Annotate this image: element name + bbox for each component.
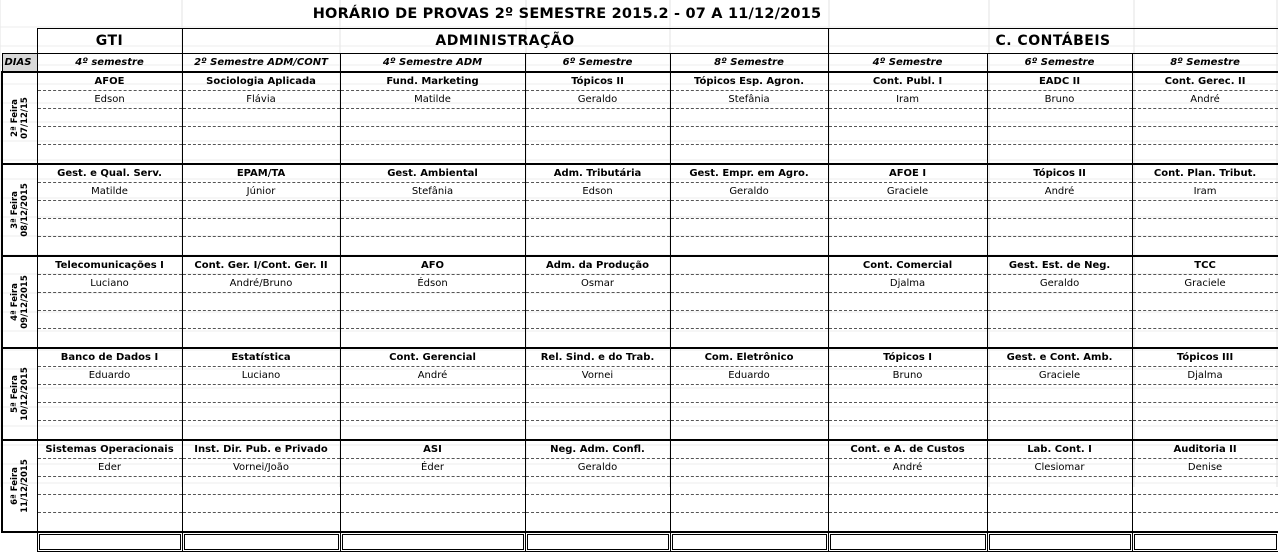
day-row [2, 91, 1278, 109]
exam-professor: Matilde [340, 91, 525, 109]
empty-cell [525, 495, 670, 513]
exam-professor: Stefânia [340, 183, 525, 201]
exam-subject: Gest. Est. de Neg. [987, 256, 1132, 275]
footer-box [342, 534, 524, 550]
day-weekday: 4ª Feira [9, 283, 20, 321]
day-cell [2, 348, 37, 440]
empty-cell [828, 495, 987, 513]
exam-subject: Com. Eletrônico [670, 348, 828, 367]
footer-cell [525, 532, 670, 552]
day-date: 09/12/2015 [19, 275, 30, 329]
exam-subject: Estatística [182, 348, 340, 367]
exam-professor: André/Bruno [182, 275, 340, 293]
exam-subject: Rel. Sind. e do Trab. [525, 348, 670, 367]
exam-professor: André [828, 459, 987, 477]
empty-cell [525, 329, 670, 349]
day-row [2, 367, 1278, 385]
day-row [2, 256, 1278, 275]
exam-professor: Luciano [182, 367, 340, 385]
footer-box [989, 534, 1131, 550]
empty-cell [670, 513, 828, 533]
exam-subject: Tópicos II [525, 72, 670, 91]
empty-cell [1132, 385, 1278, 403]
empty-cell [182, 219, 340, 237]
empty-cell [828, 421, 987, 441]
day-cell [2, 164, 37, 256]
day-row [2, 237, 1278, 257]
empty-cell [525, 109, 670, 127]
empty-cell [828, 201, 987, 219]
day-weekday: 3ª Feira [9, 191, 20, 229]
footer-cell [37, 532, 182, 552]
empty-cell [340, 329, 525, 349]
empty-cell [1132, 109, 1278, 127]
empty-cell [37, 109, 182, 127]
empty-cell [340, 421, 525, 441]
day-row [2, 495, 1278, 513]
exam-subject: Gest. Empr. em Agro. [670, 164, 828, 183]
day-row [2, 164, 1278, 183]
empty-cell [182, 311, 340, 329]
empty-cell [1132, 421, 1278, 441]
exam-subject: Lab. Cont. I [987, 440, 1132, 459]
empty-cell [525, 477, 670, 495]
exam-professor: Clesiomar [987, 459, 1132, 477]
exam-subject [670, 256, 828, 275]
empty-cell [525, 293, 670, 311]
footer-row [2, 532, 1278, 552]
exam-subject: EPAM/TA [182, 164, 340, 183]
column-header: 4º Semestre ADM [340, 54, 525, 73]
empty-cell [37, 219, 182, 237]
footer-spacer [2, 532, 37, 552]
exam-subject: Gest. e Qual. Serv. [37, 164, 182, 183]
exam-professor: Iram [1132, 183, 1278, 201]
empty-cell [525, 403, 670, 421]
empty-cell [340, 237, 525, 257]
day-label [10, 175, 30, 245]
exam-professor: Éder [340, 459, 525, 477]
exam-subject: Adm. Tributária [525, 164, 670, 183]
column-header: 4º Semestre [828, 54, 987, 73]
exam-subject: Gest. Ambiental [340, 164, 525, 183]
empty-cell [525, 237, 670, 257]
group-header-gti: GTI [37, 29, 182, 54]
day-weekday: 5ª Feira [9, 375, 20, 413]
footer-box [1134, 534, 1277, 550]
empty-cell [987, 421, 1132, 441]
empty-cell [987, 477, 1132, 495]
column-header: 2º Semestre ADM/CONT [182, 54, 340, 73]
empty-cell [1132, 127, 1278, 145]
exam-professor: Graciele [828, 183, 987, 201]
empty-cell [182, 513, 340, 533]
exam-professor: Édson [340, 275, 525, 293]
day-weekday: 6ª Feira [9, 467, 20, 505]
footer-box [830, 534, 986, 550]
empty-cell [525, 201, 670, 219]
day-label [10, 83, 30, 153]
empty-cell [670, 237, 828, 257]
empty-cell [1132, 311, 1278, 329]
schedule-table [1, 28, 1278, 552]
group-header-administracao: ADMINISTRAÇÃO [182, 29, 828, 54]
empty-cell [987, 403, 1132, 421]
day-row [2, 348, 1278, 367]
empty-cell [1132, 477, 1278, 495]
empty-cell [525, 385, 670, 403]
empty-cell [37, 293, 182, 311]
exam-professor: Flávia [182, 91, 340, 109]
empty-cell [670, 201, 828, 219]
exam-professor: André [987, 183, 1132, 201]
day-row [2, 403, 1278, 421]
empty-cell [37, 201, 182, 219]
empty-cell [525, 421, 670, 441]
exam-subject: Telecomunicações I [37, 256, 182, 275]
exam-professor: Vornei/João [182, 459, 340, 477]
day-label [10, 267, 30, 337]
exam-professor: Matilde [37, 183, 182, 201]
empty-cell [987, 219, 1132, 237]
day-row [2, 109, 1278, 127]
empty-cell [37, 329, 182, 349]
empty-cell [828, 109, 987, 127]
exam-subject: AFOE I [828, 164, 987, 183]
exam-professor: Djalma [1132, 367, 1278, 385]
empty-cell [37, 403, 182, 421]
exam-subject: Inst. Dir. Pub. e Privado [182, 440, 340, 459]
empty-cell [182, 329, 340, 349]
empty-cell [828, 127, 987, 145]
day-row [2, 127, 1278, 145]
empty-cell [182, 109, 340, 127]
exam-professor: Graciele [987, 367, 1132, 385]
exam-professor: André [340, 367, 525, 385]
empty-cell [1132, 219, 1278, 237]
exam-professor: Eduardo [37, 367, 182, 385]
exam-subject: Tópicos II [987, 164, 1132, 183]
exam-professor: Bruno [828, 367, 987, 385]
exam-subject: Tópicos Esp. Agron. [670, 72, 828, 91]
day-date: 11/12/2015 [19, 459, 30, 513]
exam-professor: Iram [828, 91, 987, 109]
exam-subject: ASI [340, 440, 525, 459]
exam-subject: AFO [340, 256, 525, 275]
exam-subject: TCC [1132, 256, 1278, 275]
day-cell [2, 72, 37, 164]
exam-subject: Cont. Comercial [828, 256, 987, 275]
day-cell [2, 440, 37, 532]
exam-subject: Tópicos I [828, 348, 987, 367]
exam-subject: EADC II [987, 72, 1132, 91]
empty-cell [340, 201, 525, 219]
empty-cell [182, 385, 340, 403]
exam-subject [670, 440, 828, 459]
day-row [2, 459, 1278, 477]
exam-professor: Geraldo [670, 183, 828, 201]
empty-cell [670, 127, 828, 145]
empty-cell [1132, 513, 1278, 533]
empty-cell [182, 293, 340, 311]
day-row [2, 513, 1278, 533]
empty-cell [525, 127, 670, 145]
empty-cell [828, 219, 987, 237]
footer-cell [182, 532, 340, 552]
day-cell [2, 256, 37, 348]
empty-cell [987, 145, 1132, 165]
empty-cell [182, 421, 340, 441]
column-header: 6º Semestre [525, 54, 670, 73]
empty-cell [1132, 293, 1278, 311]
empty-cell [37, 513, 182, 533]
empty-cell [987, 201, 1132, 219]
day-row [2, 72, 1278, 91]
exam-professor: Geraldo [525, 459, 670, 477]
day-row [2, 440, 1278, 459]
day-date: 08/12/2015 [19, 183, 30, 237]
exam-professor [670, 459, 828, 477]
day-row [2, 421, 1278, 441]
day-weekday: 2ª Feira [9, 99, 20, 137]
empty-cell [1132, 403, 1278, 421]
page-title: HORÁRIO DE PROVAS 2º SEMESTRE 2015.2 - 07 A 11/12/2015 [312, 6, 822, 22]
exam-professor: Vornei [525, 367, 670, 385]
empty-cell [182, 145, 340, 165]
day-row [2, 329, 1278, 349]
exam-professor: Luciano [37, 275, 182, 293]
empty-cell [987, 109, 1132, 127]
empty-cell [340, 219, 525, 237]
empty-cell [525, 219, 670, 237]
group-header-row [2, 29, 1278, 54]
group-header-contabeis: C. CONTÁBEIS [828, 29, 1278, 54]
empty-cell [182, 495, 340, 513]
empty-cell [670, 403, 828, 421]
empty-cell [828, 385, 987, 403]
empty-cell [670, 385, 828, 403]
empty-cell [37, 477, 182, 495]
exam-subject: Cont. Gerec. II [1132, 72, 1278, 91]
empty-cell [670, 145, 828, 165]
exam-subject: Auditoria II [1132, 440, 1278, 459]
empty-cell [340, 385, 525, 403]
empty-cell [670, 311, 828, 329]
empty-cell [670, 477, 828, 495]
day-row [2, 311, 1278, 329]
empty-cell [670, 329, 828, 349]
empty-cell [182, 403, 340, 421]
column-header: 8º Semestre [670, 54, 828, 73]
exam-subject: Cont. Gerencial [340, 348, 525, 367]
exam-subject: Tópicos III [1132, 348, 1278, 367]
empty-cell [1132, 495, 1278, 513]
day-row [2, 201, 1278, 219]
column-header-row [2, 54, 1278, 73]
exam-subject: AFOE [37, 72, 182, 91]
exam-professor: Bruno [987, 91, 1132, 109]
day-row [2, 275, 1278, 293]
empty-cell [987, 311, 1132, 329]
empty-cell [828, 311, 987, 329]
empty-cell [1132, 237, 1278, 257]
empty-cell [670, 495, 828, 513]
exam-professor: Graciele [1132, 275, 1278, 293]
empty-cell [670, 109, 828, 127]
empty-cell [340, 109, 525, 127]
empty-cell [340, 495, 525, 513]
exam-subject: Cont. Ger. I/Cont. Ger. II [182, 256, 340, 275]
empty-cell [828, 145, 987, 165]
empty-cell [987, 293, 1132, 311]
exam-subject: Cont. Plan. Tribut. [1132, 164, 1278, 183]
day-row [2, 219, 1278, 237]
empty-cell [525, 513, 670, 533]
exam-subject: Neg. Adm. Confl. [525, 440, 670, 459]
dias-header: DIAS [2, 54, 37, 73]
footer-box [184, 534, 339, 550]
empty-cell [37, 145, 182, 165]
empty-cell [340, 477, 525, 495]
exam-professor [670, 275, 828, 293]
footer-box [39, 534, 181, 550]
exam-professor: Júnior [182, 183, 340, 201]
column-header: 8º Semestre [1132, 54, 1278, 73]
exam-professor: Djalma [828, 275, 987, 293]
footer-cell [828, 532, 987, 552]
exam-subject: Sociologia Aplicada [182, 72, 340, 91]
empty-cell [182, 237, 340, 257]
column-header: 6º Semestre [987, 54, 1132, 73]
day-date: 10/12/2015 [19, 367, 30, 421]
empty-cell [987, 495, 1132, 513]
exam-subject: Banco de Dados I [37, 348, 182, 367]
empty-cell [37, 311, 182, 329]
day-date: 07/12/15 [19, 97, 30, 139]
empty-cell [828, 513, 987, 533]
day-row [2, 293, 1278, 311]
empty-cell [828, 329, 987, 349]
day-row [2, 385, 1278, 403]
empty-cell [670, 293, 828, 311]
empty-cell [37, 495, 182, 513]
empty-cell [828, 403, 987, 421]
empty-cell [670, 421, 828, 441]
exam-professor: Osmar [525, 275, 670, 293]
empty-cell [182, 127, 340, 145]
exam-subject: Sistemas Operacionais [37, 440, 182, 459]
empty-cell [182, 477, 340, 495]
footer-cell [1132, 532, 1278, 552]
empty-cell [340, 513, 525, 533]
empty-cell [340, 311, 525, 329]
exam-professor: Denise [1132, 459, 1278, 477]
exam-professor: Edson [37, 91, 182, 109]
day-row [2, 477, 1278, 495]
empty-cell [1132, 145, 1278, 165]
exam-subject: Adm. da Produção [525, 256, 670, 275]
empty-cell [987, 513, 1132, 533]
day-label [10, 359, 30, 429]
exam-professor: Edson [525, 183, 670, 201]
empty-cell [340, 293, 525, 311]
footer-cell [340, 532, 525, 552]
empty-cell [670, 219, 828, 237]
empty-cell [340, 145, 525, 165]
exam-professor: Geraldo [987, 275, 1132, 293]
day-row [2, 145, 1278, 165]
empty-cell [37, 421, 182, 441]
empty-cell [987, 385, 1132, 403]
empty-cell [182, 201, 340, 219]
column-header: 4º semestre [37, 54, 182, 73]
exam-professor: André [1132, 91, 1278, 109]
empty-cell [1132, 201, 1278, 219]
empty-cell [987, 237, 1132, 257]
empty-cell [340, 403, 525, 421]
exam-subject: Cont. Publ. I [828, 72, 987, 91]
exam-professor: Eduardo [670, 367, 828, 385]
empty-cell [987, 329, 1132, 349]
empty-cell [828, 237, 987, 257]
empty-cell [37, 127, 182, 145]
empty-cell [987, 127, 1132, 145]
empty-cell [37, 385, 182, 403]
footer-box [672, 534, 827, 550]
exam-subject: Fund. Marketing [340, 72, 525, 91]
empty-cell [525, 311, 670, 329]
footer-cell [670, 532, 828, 552]
footer-box [527, 534, 669, 550]
empty-cell [828, 293, 987, 311]
empty-cell [1132, 329, 1278, 349]
exam-subject: Cont. e A. de Custos [828, 440, 987, 459]
exam-professor: Eder [37, 459, 182, 477]
day-label [10, 451, 30, 521]
empty-cell [525, 145, 670, 165]
day-row [2, 183, 1278, 201]
footer-cell [987, 532, 1132, 552]
empty-cell [37, 237, 182, 257]
empty-cell [340, 127, 525, 145]
exam-professor: Stefânia [670, 91, 828, 109]
exam-subject: Gest. e Cont. Amb. [987, 348, 1132, 367]
empty-cell [828, 477, 987, 495]
exam-professor: Geraldo [525, 91, 670, 109]
